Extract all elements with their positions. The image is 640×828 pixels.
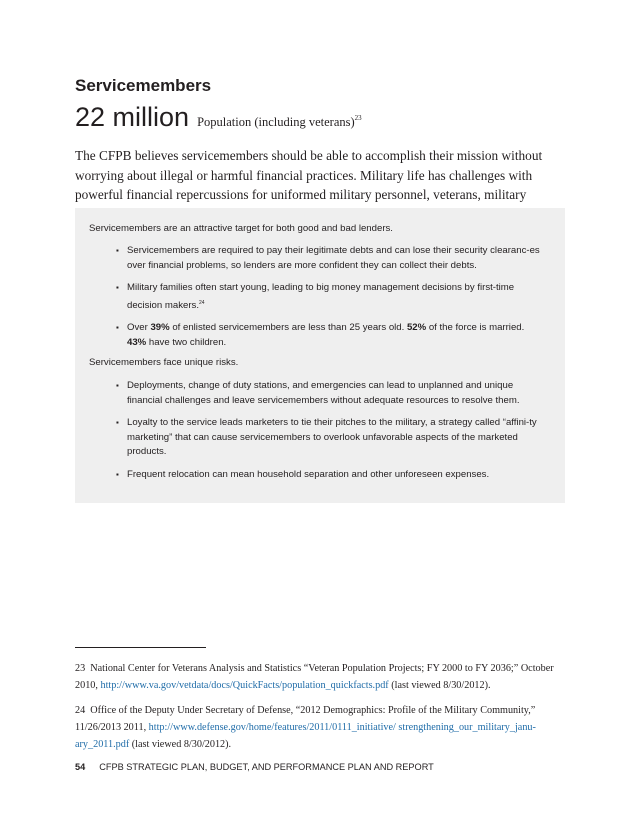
population-stat (75, 102, 362, 133)
callout-box (75, 208, 565, 503)
list-item-text: of enlisted servicemembers are less than 25 years old. (169, 322, 407, 333)
list-item-text: Military families often start young, leading to big money management decisions by first-time decision makers. (127, 282, 515, 311)
footnote-text: Office of the Deputy Under Secretary of Defense, “2012 Demographics: Profile of the Military Community,” 11/26/2013 2011, (75, 705, 536, 733)
population-value: 22 million (75, 102, 190, 132)
risks-list (116, 379, 545, 490)
bullet-icon: ▪ (116, 418, 119, 427)
footnote-text: (last viewed 8/30/2012). (129, 739, 232, 750)
footnote-divider (75, 647, 206, 648)
section-title: Servicemembers (75, 76, 212, 95)
list-item-text: Servicemembers are required to pay their legitimate debts and can lose their security clearanc-es over financial problems, so lenders are more confident they can collect their debts. (127, 245, 540, 271)
footer-title: CFPB STRATEGIC PLAN, BUDGET, AND PERFORMANCE PLAN AND REPORT (99, 762, 434, 772)
callout-heading-risks: Servicemembers face unique risks. (89, 357, 239, 368)
footnote-text: (last viewed 8/30/2012). (388, 680, 491, 691)
list-item-text: Frequent relocation can mean household separation and other unforeseen expenses. (127, 468, 490, 480)
stat-43-percent: 43% (127, 336, 147, 348)
bullet-icon: ▪ (116, 246, 119, 255)
footnote-number: 24 (75, 705, 86, 716)
list-item (116, 244, 545, 273)
intro-paragraph: The CFPB believes servicemembers should be able to accomplish their mission without worrying about illegal or harmful financial practices. Military life has challenges with powerful financial repercussions for uniformed military personnel, veterans, military (75, 148, 543, 202)
footnote-number: 23 (75, 663, 86, 674)
bullet-icon: ▪ (116, 323, 119, 332)
list-item (116, 281, 545, 313)
footnote-link-va[interactable]: http://www.va.gov/vetdata/docs/QuickFacts/population_quickfacts.pdf (100, 680, 389, 691)
bullet-icon: ▪ (116, 381, 119, 390)
bullet-icon: ▪ (116, 469, 119, 479)
population-label (197, 115, 362, 129)
stat-52-percent: 52% (406, 322, 427, 333)
footnote-24 (75, 702, 567, 753)
footnote-ref-24[interactable]: 24 (198, 299, 205, 306)
bullet-icon: ▪ (116, 283, 119, 292)
list-item-text: have two children. (146, 336, 227, 348)
list-item (116, 416, 545, 460)
stat-39-percent: 39% (150, 322, 170, 333)
list-item-text: Over (127, 322, 151, 333)
callout-heading-lenders: Servicemembers are an attractive target for both good and bad lenders. (89, 223, 393, 234)
footnote-link-defense[interactable]: http://www.defense.gov/home/features/2011/0111_initiative/ strengthening_our_military_janu-ary_2011.pdf (75, 722, 536, 750)
footnote-text: National Center for Veterans Analysis and Statistics “Veteran Population Projects; FY 2000 to FY 2036;” October 2010, (75, 663, 554, 691)
footnote-ref-23[interactable]: 23 (354, 114, 362, 122)
list-item (116, 379, 545, 408)
lenders-list (116, 244, 545, 358)
footnote-23 (75, 660, 567, 694)
page-number: 54 (75, 762, 86, 772)
list-item (116, 321, 545, 350)
list-item (116, 468, 545, 483)
list-item-text: of the force is married. (426, 322, 525, 333)
page-footer (75, 762, 434, 772)
list-item-text: Loyalty to the service leads marketers to tie their pitches to the military, a strategy called “affini-ty marketing” that can cause servicemembers to overlook unfavorable aspects of the marketed products. (127, 417, 537, 457)
population-label-text: Population (including veterans) (197, 115, 355, 129)
list-item-text: Deployments, change of duty stations, and emergencies can lead to unplanned and unique financial challenges and leave servicemembers without adequate resources to resolve them. (127, 380, 520, 406)
